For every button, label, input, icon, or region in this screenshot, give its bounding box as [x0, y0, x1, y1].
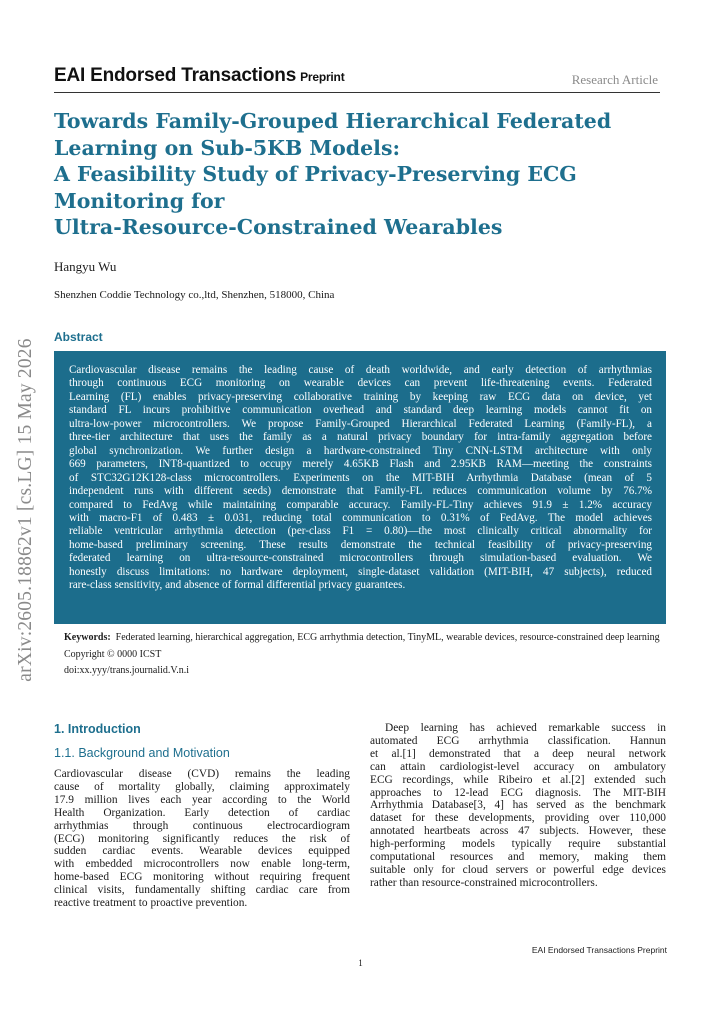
journal-title: EAI Endorsed Transactions — [54, 65, 297, 86]
text-line: (ECG) monitoring significantly reduces the risk of — [54, 832, 350, 845]
journal-header — [54, 65, 660, 93]
text-line: can attain cardiologist-level accuracy on ambulatory — [370, 760, 666, 773]
text-line: ultra-low-power microcontrollers. We propose Family-Grouped Hierarchical Federated Learning (Family-FL), a — [69, 417, 652, 430]
text-line: Learning (FL) enables privacy-preserving collaborative training by keeping raw ECG data on device, yet — [69, 390, 652, 403]
abstract-text — [69, 364, 652, 593]
copyright: Copyright © 0000 ICST — [64, 648, 162, 660]
paper-title — [54, 108, 664, 241]
preprint-label: Preprint — [300, 70, 345, 84]
text-line: suitable only for cloud servers or powerful edge devices — [370, 863, 666, 876]
arxiv-id: arXiv:2605.18862v1 [cs.LG] 15 May 2026 — [15, 338, 36, 682]
text-line: with macro-F1 of 0.483 ± 0.031, reducing total communication to 0.31% of FedAvg. The model achieves — [69, 511, 652, 524]
text-line: rather than resource-constrained microcontrollers. — [370, 876, 598, 889]
left-column-text — [54, 768, 350, 910]
text-line: high-performing models typically require substantial — [370, 838, 666, 851]
article-meta — [64, 632, 660, 682]
abstract-box — [54, 351, 666, 624]
text-line: computational resources and memory, making them — [370, 851, 666, 864]
text-line: Cardiovascular disease (CVD) remains the leading — [54, 768, 350, 780]
text-line: Arrhythmia Database[3, 4] has served as the benchmark — [370, 799, 666, 812]
doi: doi:xx.yyy/trans.journalid.V.n.i — [64, 665, 190, 676]
text-line: federated learning on ultra-resource-constrained microcontrollers through simulation-based evaluation. We — [69, 552, 652, 565]
title-line: Towards Family-Grouped Hierarchical Federated — [54, 109, 612, 133]
journal-name — [54, 65, 345, 87]
title-line: A Feasibility Study of Privacy-Preserving ECG — [54, 162, 577, 186]
text-line: home-based ECG monitoring without requiring frequent — [54, 871, 350, 884]
keywords — [64, 632, 660, 645]
text-line: of STC32G12K128-class microcontrollers. Experiments on the MIT-BIH Arrhythmia Database (mean of 5 — [69, 471, 652, 484]
text-line: et al.[1] demonstrated that a deep neural network — [370, 747, 666, 760]
text-line: with embedded microcontrollers now enable long-term, — [54, 858, 350, 871]
text-line: rare-class sensitivity, and absence of formal differential privacy guarantees. — [69, 579, 406, 592]
arxiv-sidebar-stamp — [12, 300, 40, 720]
keywords-label: Keywords: — [64, 632, 111, 643]
author-name: Hangyu Wu — [54, 259, 117, 274]
title-line: Learning on Sub-5KB Models: — [54, 135, 401, 160]
subsection-heading-background: 1.1. Background and Motivation — [54, 746, 230, 760]
text-line: reactive treatment to proactive prevention. — [54, 897, 248, 910]
right-column-text — [370, 722, 666, 890]
page-number: 1 — [358, 958, 363, 968]
text-line: Deep learning has achieved remarkable success in — [385, 722, 666, 734]
text-line: approaches to 12-lead ECG diagnosis. The MIT-BIH — [370, 786, 666, 799]
text-line: honestly discuss limitations: no hardware deployment, single-dataset validation (MIT-BIH, 47 subjects), reduced — [69, 565, 652, 578]
text-line: global synchronization. We further design a hardware-constrained Tiny CNN-LSTM architecture with only — [69, 444, 652, 457]
text-line: through continuous ECG monitoring on wearable devices can prevent life-threatening events. Federated — [69, 377, 652, 390]
affiliation: Shenzhen Coddie Technology co.,ltd, Shenzhen, 518000, China — [54, 289, 335, 301]
section-heading-introduction: 1. Introduction — [54, 722, 141, 736]
text-line: Health Organization. Early detection of cardiac — [54, 806, 350, 819]
text-line: Cardiovascular disease remains the leading cause of death worldwide, and early detection of arrhythmias — [69, 364, 652, 376]
text-line: compared to FedAvg while maintaining comparable accuracy. Family-FL-Tiny achieves 91.9 ± 1.2% accuracy — [69, 498, 652, 511]
text-line: annotated heartbeats across 47 subjects. However, these — [370, 825, 666, 838]
keywords-text: Federated learning, hierarchical aggregation, ECG arrhythmia detection, TinyML, wearable devices, resource-constrained deep learning — [115, 632, 660, 643]
footer-journal: EAI Endorsed Transactions Preprint — [531, 945, 667, 955]
text-line: 669 parameters, INT8-quantized to occupy merely 4.65KB Flash and 2.95KB RAM—meeting the constraints — [69, 458, 652, 471]
abstract-heading: Abstract — [54, 330, 103, 344]
text-line: standard FL incurs prohibitive communication overhead and standard deep learning models cannot fit on — [69, 404, 652, 417]
title-line: Ultra-Resource-Constrained Wearables — [54, 215, 503, 239]
text-line: 17.9 million lives each year according to the World — [54, 793, 350, 806]
text-line: home-based preliminary screening. These results demonstrate the technical feasibility of privacy-preserving — [69, 538, 652, 551]
text-line: arrhythmias through continuous electrocardiogram — [54, 819, 350, 832]
text-line: reliable ventricular arrhythmia detection (per-class F1 = 0.80)—the most clinically critical abnormality for — [69, 525, 652, 538]
text-line: automated ECG arrhythmia classification. Hannun — [370, 734, 666, 747]
title-line: Monitoring for — [54, 188, 225, 213]
text-line: cause of mortality globally, claiming approximately — [54, 780, 350, 793]
article-type: Research Article — [571, 72, 658, 87]
text-line: dataset for these developments, providing over 110,000 — [370, 812, 666, 825]
text-line: ECG recordings, while Ribeiro et al.[2] extended such — [370, 773, 666, 786]
text-line: sudden cardiac events. Wearable devices equipped — [54, 845, 350, 858]
text-line: clinical visits, fundamentally shifting cardiac care from — [54, 884, 350, 897]
text-line: three-tier architecture that uses the family as a natural privacy boundary for intra-family aggregation before — [69, 431, 652, 444]
text-line: independent runs with different seeds) demonstrate that Family-FL reduces communication volume by 76.7% — [69, 485, 652, 498]
